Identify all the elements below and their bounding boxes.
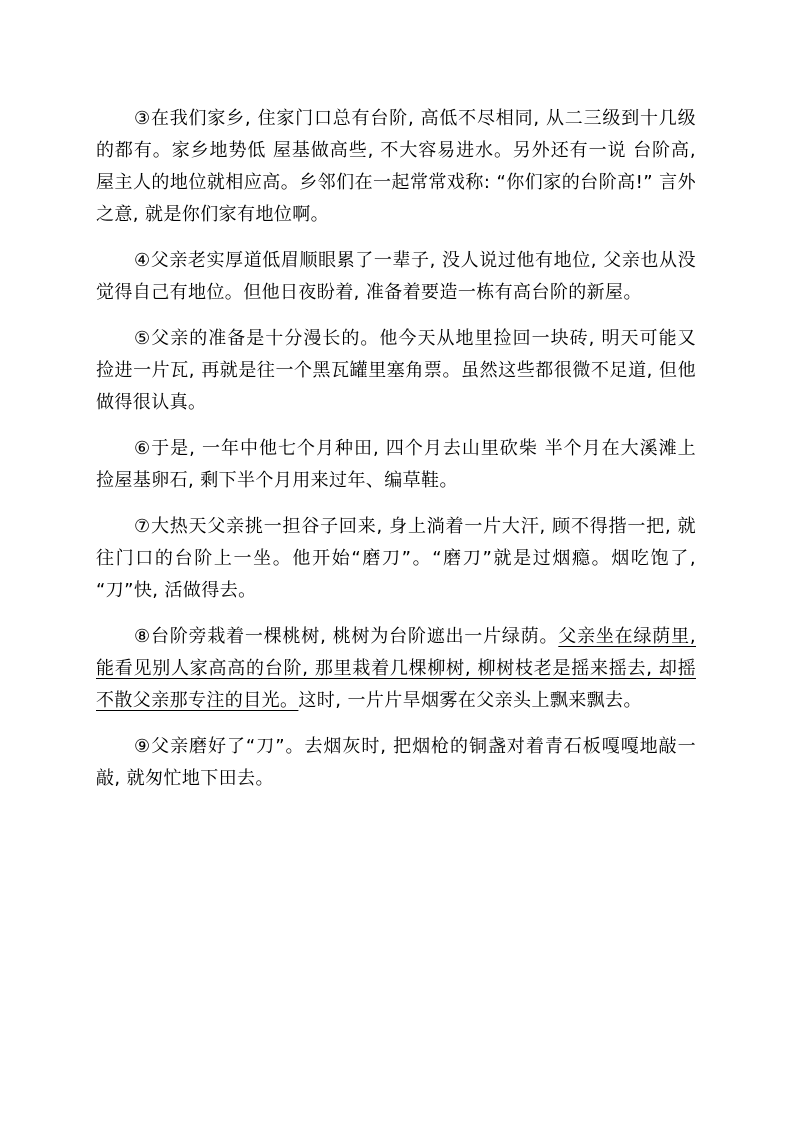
paragraph-text: 大热天父亲挑一担谷子回来, 身上淌着一片大汗, 顾不得揩一把, 就往门口的台阶上一坐。他开始“磨刀”。“磨刀”就是过烟瘾。烟吃饱了, “刀”快, 活做得去。 xyxy=(96,516,696,601)
paragraph-text: 父亲磨好了“刀”。去烟灰时, 把烟枪的铜盏对着青石板嘎嘎地敲一敲, 就匆忙地下田去。 xyxy=(96,736,696,789)
paragraph-number: ⑨ xyxy=(134,736,152,757)
paragraph-text: 父亲老实厚道低眉顺眼累了一辈子, 没人说过他有地位, 父亲也从没觉得自己有地位。但他日夜盼着, 准备着要造一栋有高台阶的新屋。 xyxy=(96,250,696,303)
text-body xyxy=(96,103,696,809)
paragraph-4 xyxy=(96,245,696,309)
paragraph-text-before: 台阶旁栽着一棵桃树, 桃树为台阶遮出一片绿荫。 xyxy=(150,626,559,647)
underlined-sentence: 父亲坐在绿荫里, 能看见别人家高高的台阶, 那里栽着几棵柳树, 柳树枝老是摇来摇去, 却摇不散父亲那专注的目光。 xyxy=(96,626,696,711)
paragraph-9 xyxy=(96,731,696,795)
paragraph-number: ③ xyxy=(134,108,151,129)
paragraph-text: 父亲的准备是十分漫长的。他今天从地里捡回一块砖, 明天可能又捡进一片瓦, 再就是往一个黑瓦罐里塞角票。虽然这些都很微不足道, 但他做得很认真。 xyxy=(96,328,696,413)
paragraph-number: ⑥ xyxy=(134,438,152,459)
paragraph-7 xyxy=(96,511,696,607)
paragraph-text: 于是, 一年中他七个月种田, 四个月去山里砍柴 半个月在大溪滩上捡屋基卵石, 剩下半个月用来过年、编草鞋。 xyxy=(96,438,696,491)
paragraph-number: ⑦ xyxy=(134,516,151,537)
paragraph-number: ⑤ xyxy=(134,328,152,349)
paragraph-5 xyxy=(96,323,696,419)
paragraph-number: ④ xyxy=(134,250,151,271)
paragraph-3 xyxy=(96,103,696,231)
paragraph-6 xyxy=(96,433,696,497)
paragraph-number: ⑧ xyxy=(134,626,151,647)
paragraph-8 xyxy=(96,621,696,717)
paragraph-text-after: 这时, 一片片旱烟雾在父亲头上飘来飘去。 xyxy=(298,690,642,711)
paragraph-text: 在我们家乡, 住家门口总有台阶, 高低不尽相同, 从二三级到十几级的都有。家乡地势低 屋基做高些, 不大容易进水。另外还有一说 台阶高, 屋主人的地位就相应高。乡邻们在一起常常戏称: “你们家的台阶高!” 言外之意, 就是你们家有地位啊。 xyxy=(96,108,696,225)
